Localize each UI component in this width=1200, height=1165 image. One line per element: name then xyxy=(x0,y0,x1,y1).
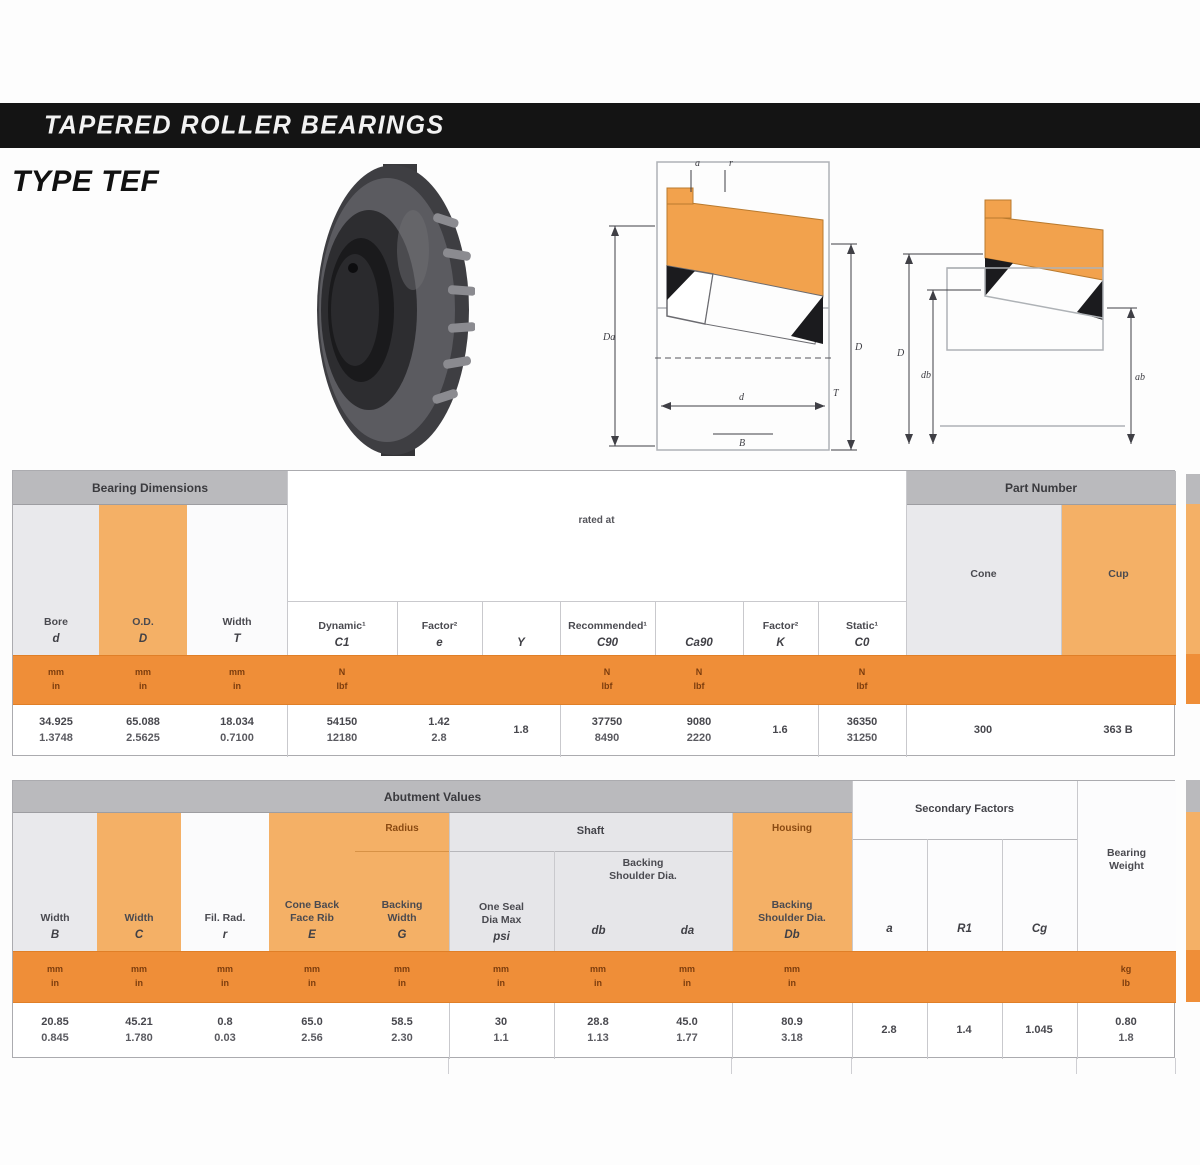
unit-ca90: N lbf xyxy=(693,667,705,691)
group-shaft-label: Shaft xyxy=(576,825,605,837)
col-cup-label: Cup xyxy=(1108,568,1129,581)
col-g-label2: Width xyxy=(387,911,417,924)
col-c0-label: Static¹ xyxy=(845,619,879,632)
unit-Db: mm in xyxy=(783,964,801,988)
column-tick xyxy=(1175,1058,1176,1074)
dim-label-a: a xyxy=(695,158,700,169)
value-od: 65.088 2.5625 xyxy=(126,716,160,744)
dim-label-D: D xyxy=(855,342,863,353)
group-part-number-label: Part Number xyxy=(1004,480,1078,495)
page-title: TAPERED ROLLER BEARINGS xyxy=(44,110,445,140)
value-c1: 54150 12180 xyxy=(326,716,358,744)
col-cone-label: Cone xyxy=(970,568,997,581)
table-abutment xyxy=(12,780,1175,1058)
table-continuation-sliver xyxy=(1186,654,1200,704)
value-cup-part: 363 B xyxy=(1103,724,1133,737)
value-width: 18.034 0.7100 xyxy=(220,716,254,744)
col-bore xyxy=(13,505,99,655)
col-r-label: Fil. Rad. xyxy=(204,911,246,924)
col-g-mini-header: Radius xyxy=(385,823,419,834)
group-secondary-factors xyxy=(852,781,1077,951)
unit-weight: kg lb xyxy=(1120,964,1132,988)
unit-g: mm in xyxy=(393,964,411,988)
unit-r: mm in xyxy=(216,964,234,988)
col-housing-label1: Backing xyxy=(771,898,813,911)
type-label: TYPE TEF xyxy=(12,165,160,198)
value-psi: 30 1.1 xyxy=(493,1016,509,1044)
col-od-label: O.D. xyxy=(132,615,154,628)
col-b-label: Width xyxy=(40,911,70,924)
dim-label-T: T xyxy=(833,388,839,399)
value-c90: 37750 8490 xyxy=(591,716,623,744)
table-continuation-sliver xyxy=(1186,812,1200,950)
unit-od: mm in xyxy=(134,667,152,691)
table-ratings xyxy=(12,470,1175,756)
col-g-label1: Backing xyxy=(381,898,423,911)
table2-unit-band xyxy=(13,951,1176,1003)
unit-c90: N lbf xyxy=(601,667,613,691)
col-k-label: Factor² xyxy=(762,619,799,632)
unit-c0: N lbf xyxy=(856,667,868,691)
unit-b: mm in xyxy=(46,964,64,988)
value-c0: 36350 31250 xyxy=(846,716,878,744)
col-g xyxy=(355,813,449,951)
group-bearing-dimensions-label: Bearing Dimensions xyxy=(91,480,209,495)
col-backing-shaft xyxy=(554,857,732,883)
col-c90-symbol: C90 xyxy=(596,637,619,649)
col-bore-symbol: d xyxy=(52,633,60,645)
col-weight xyxy=(1077,781,1176,951)
value-bore: 34.925 1.3748 xyxy=(39,716,73,744)
value-Db: 80.9 3.18 xyxy=(781,1016,803,1044)
col-db-symbol: db xyxy=(591,925,606,937)
col-e-symbol: e xyxy=(436,637,443,649)
col-b-symbol: B xyxy=(50,929,60,941)
col-cone xyxy=(906,505,1061,655)
col-y xyxy=(482,601,560,655)
col-e-label: Factor² xyxy=(421,619,458,632)
table1-data-row xyxy=(13,705,1176,757)
table-continuation-sliver xyxy=(1186,780,1200,812)
col-backing-shaft-label2: Shoulder Dia. xyxy=(609,870,677,883)
value-a: 2.8 xyxy=(881,1024,897,1037)
col-housing-mini-header: Housing xyxy=(772,823,812,834)
col-bore-label: Bore xyxy=(44,615,68,628)
col-b xyxy=(13,813,97,951)
col-c1 xyxy=(287,601,397,655)
col-od-symbol: D xyxy=(138,633,148,645)
value-r1: 1.4 xyxy=(956,1024,972,1037)
dim-label-D2: D xyxy=(897,348,905,359)
unit-psi: mm in xyxy=(492,964,510,988)
col-ca90 xyxy=(655,601,743,655)
unit-width: mm in xyxy=(228,667,246,691)
col-c-symbol: C xyxy=(134,929,144,941)
col-da-symbol: da xyxy=(680,925,695,937)
col-c90 xyxy=(560,601,655,655)
unit-c2: mm in xyxy=(130,964,148,988)
table-continuation-sliver xyxy=(1186,504,1200,654)
dim-label-d: d xyxy=(739,392,744,403)
value-k: 1.6 xyxy=(772,724,788,737)
dim-label-B: B xyxy=(739,438,746,449)
col-c0 xyxy=(818,601,906,655)
col-y-symbol: Y xyxy=(517,637,525,649)
col-c0-symbol: C0 xyxy=(854,637,870,649)
col-weight-label2: Weight xyxy=(1109,860,1144,873)
value-cone-part: 300 xyxy=(973,724,993,737)
table1-unit-band xyxy=(13,655,1176,705)
unit-da: mm in xyxy=(678,964,696,988)
unit-db: mm in xyxy=(589,964,607,988)
col-e2-label1: Cone Back xyxy=(284,898,340,911)
value-b: 20.85 0.845 xyxy=(41,1016,69,1044)
diagram-cross-section xyxy=(595,148,870,466)
col-c90-label: Recommended¹ xyxy=(568,619,647,632)
col-c1-symbol: C1 xyxy=(334,637,350,649)
col-c xyxy=(97,813,181,951)
col-psi-label1: One Seal xyxy=(479,900,524,913)
col-psi-symbol: psi xyxy=(493,931,510,943)
table-continuation-sliver xyxy=(1186,950,1200,1002)
col-c-label: Width xyxy=(124,911,154,924)
column-tick xyxy=(731,1058,732,1074)
value-ca90: 9080 2220 xyxy=(686,716,712,744)
col-e xyxy=(397,601,482,655)
col-a-symbol: a xyxy=(886,923,893,935)
value-r: 0.8 0.03 xyxy=(214,1016,236,1044)
group-bearing-dimensions xyxy=(13,471,287,505)
col-k xyxy=(743,601,818,655)
value-cg: 1.045 xyxy=(1025,1024,1053,1037)
col-width xyxy=(187,505,287,655)
column-tick xyxy=(851,1058,852,1074)
dim-label-Da: Da xyxy=(603,332,616,343)
value-da: 45.0 1.77 xyxy=(676,1016,698,1044)
col-psi xyxy=(449,851,554,951)
table2-data-row xyxy=(13,1003,1176,1059)
group-abutment-values xyxy=(13,781,852,813)
col-ca90-symbol: Ca90 xyxy=(685,637,713,649)
rated-note: rated at xyxy=(578,515,615,526)
col-housing-label2: Shoulder Dia. xyxy=(758,911,826,924)
col-housing-symbol: Db xyxy=(784,929,800,941)
col-housing xyxy=(732,813,852,951)
value-y: 1.8 xyxy=(513,724,529,737)
group-secondary-label: Secondary Factors xyxy=(914,803,1015,815)
col-psi-label2: Dia Max xyxy=(481,913,522,926)
col-e2-label2: Face Rib xyxy=(290,911,334,924)
group-shaft xyxy=(449,813,732,951)
diagram-half-section xyxy=(885,168,1155,466)
unit-c1: N lbf xyxy=(336,667,348,691)
dim-label-db: db xyxy=(921,370,931,381)
col-width-symbol: T xyxy=(233,633,241,645)
unit-bore: mm in xyxy=(47,667,65,691)
col-od xyxy=(99,505,187,655)
title-bar xyxy=(0,103,1200,148)
col-e2-symbol: E xyxy=(308,929,316,941)
col-k-symbol: K xyxy=(776,637,785,649)
col-weight-label1: Bearing xyxy=(1106,847,1147,859)
dim-label-r: r xyxy=(729,158,733,169)
table-continuation-sliver xyxy=(1186,474,1200,504)
value-g: 58.5 2.30 xyxy=(391,1016,413,1044)
col-e2 xyxy=(269,813,355,951)
col-g-symbol: G xyxy=(397,929,407,941)
column-tick xyxy=(448,1058,449,1074)
col-c1-label: Dynamic¹ xyxy=(318,619,366,632)
value-c2: 45.21 1.780 xyxy=(125,1016,153,1044)
col-backing-shaft-label1: Backing xyxy=(622,857,664,869)
col-cg-symbol: Cg xyxy=(1031,923,1048,935)
bearing-photo xyxy=(295,158,475,463)
col-r-symbol: r xyxy=(222,929,228,941)
col-width-label: Width xyxy=(222,615,252,628)
value-weight: 0.80 1.8 xyxy=(1115,1016,1137,1044)
unit-e2: mm in xyxy=(303,964,321,988)
col-r xyxy=(181,813,269,951)
dim-label-ab: ab xyxy=(1135,372,1145,383)
value-e2: 65.0 2.56 xyxy=(301,1016,323,1044)
col-cup xyxy=(1061,505,1176,655)
group-abutment-label: Abutment Values xyxy=(383,789,482,804)
column-tick xyxy=(1076,1058,1077,1074)
group-part-number xyxy=(906,471,1176,505)
col-r1-symbol: R1 xyxy=(957,923,972,935)
value-db: 28.8 1.13 xyxy=(587,1016,609,1044)
value-e: 1.42 2.8 xyxy=(428,716,450,744)
